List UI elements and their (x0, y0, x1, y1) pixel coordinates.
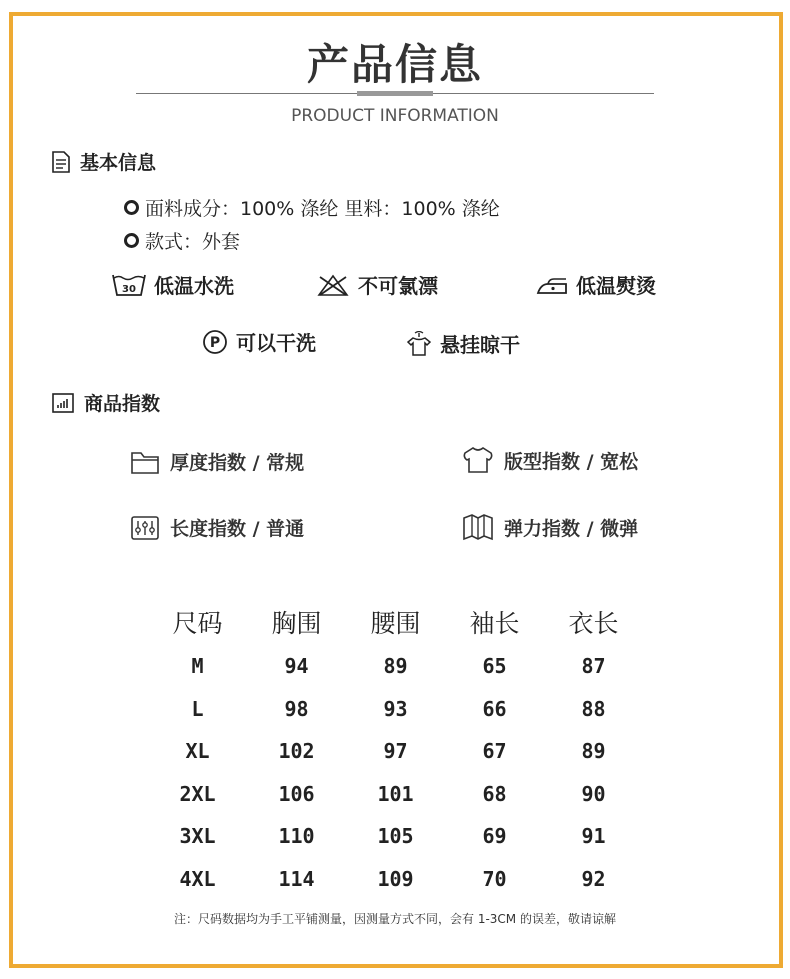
header-chest: 胸围 (271, 609, 322, 638)
table-cell: 68 (482, 781, 507, 806)
style-line (124, 227, 240, 254)
care-item (316, 270, 438, 299)
table-cell: 3XL (179, 824, 216, 849)
table-row (148, 773, 643, 816)
table-cell: 2XL (179, 781, 216, 806)
index-item (130, 448, 304, 475)
header-length: 衣长 (568, 609, 619, 638)
table-cell: 88 (581, 696, 606, 721)
table-cell: 69 (482, 824, 507, 849)
table-cell: 91 (581, 824, 606, 849)
table-cell: 65 (482, 654, 507, 679)
table-row (148, 730, 643, 773)
header-size: 尺码 (172, 609, 223, 638)
care-item (406, 329, 520, 358)
index-label: 版型指数 / 宽松 (504, 450, 639, 473)
wash-30-icon (112, 273, 146, 297)
index-item (462, 445, 638, 475)
table-cell: 89 (383, 654, 408, 679)
table-cell: 114 (278, 866, 315, 891)
index-item (130, 514, 304, 541)
header-sleeve: 袖长 (469, 609, 520, 638)
table-cell: 92 (581, 866, 606, 891)
svg-text:P: P (209, 334, 221, 351)
index-title: 商品指数 (84, 393, 161, 415)
table-header-row (148, 599, 643, 645)
sliders-icon (130, 515, 160, 541)
title-divider-accent (357, 91, 433, 96)
low-iron-icon (536, 274, 568, 296)
table-cell: 93 (383, 696, 408, 721)
care-label: 低温水洗 (154, 274, 234, 298)
table-row (148, 688, 643, 731)
basic-info-title: 基本信息 (80, 152, 157, 174)
table-cell: 90 (581, 781, 606, 806)
stretch-icon (462, 512, 494, 542)
folder-icon (130, 449, 160, 475)
table-cell: 109 (377, 866, 414, 891)
table-cell: 87 (581, 654, 606, 679)
care-label: 悬挂晾干 (440, 333, 520, 357)
fabric-text: 面料成分：100% 涤纶 里料：100% 涤纶 (145, 198, 500, 220)
header-waist: 腰围 (370, 609, 421, 638)
index-label: 厚度指数 / 常规 (170, 452, 305, 474)
index-item (462, 512, 638, 542)
table-cell: 70 (482, 866, 507, 891)
table-cell: 97 (383, 739, 408, 764)
bar-chart-icon (52, 393, 74, 413)
table-cell: L (191, 696, 204, 721)
index-label: 长度指数 / 普通 (170, 518, 305, 540)
table-cell: 105 (377, 824, 414, 849)
index-heading (52, 389, 160, 416)
table-cell: 102 (278, 739, 315, 764)
table-cell: 110 (278, 824, 315, 849)
svg-text:30: 30 (122, 283, 136, 295)
no-bleach-icon (316, 273, 350, 297)
hang-dry-icon (406, 331, 432, 357)
table-row (148, 815, 643, 858)
table-cell: XL (185, 739, 210, 764)
table-cell: 66 (482, 696, 507, 721)
fabric-line (124, 194, 500, 221)
table-cell: 106 (278, 781, 315, 806)
care-label: 可以干洗 (236, 331, 316, 355)
care-label: 不可氯漂 (358, 274, 438, 298)
index-label: 弹力指数 / 微弹 (504, 517, 639, 540)
table-cell: 89 (581, 739, 606, 764)
tshirt-icon (462, 445, 494, 475)
table-row (148, 858, 643, 901)
table-cell: 101 (377, 781, 414, 806)
table-cell: M (191, 654, 204, 679)
care-label: 低温熨烫 (576, 274, 656, 298)
bullet-icon (124, 200, 139, 215)
care-item (202, 327, 316, 356)
care-item (112, 270, 234, 299)
table-cell: 94 (284, 654, 309, 679)
table-cell: 67 (482, 739, 507, 764)
page-subtitle: PRODUCT INFORMATION (291, 106, 499, 126)
table-cell: 98 (284, 696, 309, 721)
page-title: 产品信息 (306, 40, 483, 89)
style-text: 款式：外套 (145, 231, 241, 253)
table-cell: 4XL (179, 866, 216, 891)
size-table (148, 599, 643, 900)
care-item (536, 270, 656, 299)
table-row (148, 645, 643, 688)
bullet-icon (124, 233, 139, 248)
measurement-note: 注：尺码数据均为手工平铺测量，因测量方式不同，会有 1-3CM 的误差，敬请谅解 (174, 912, 616, 926)
basic-info-heading (52, 148, 156, 175)
document-icon (52, 151, 70, 173)
dry-clean-p-icon (202, 329, 228, 355)
